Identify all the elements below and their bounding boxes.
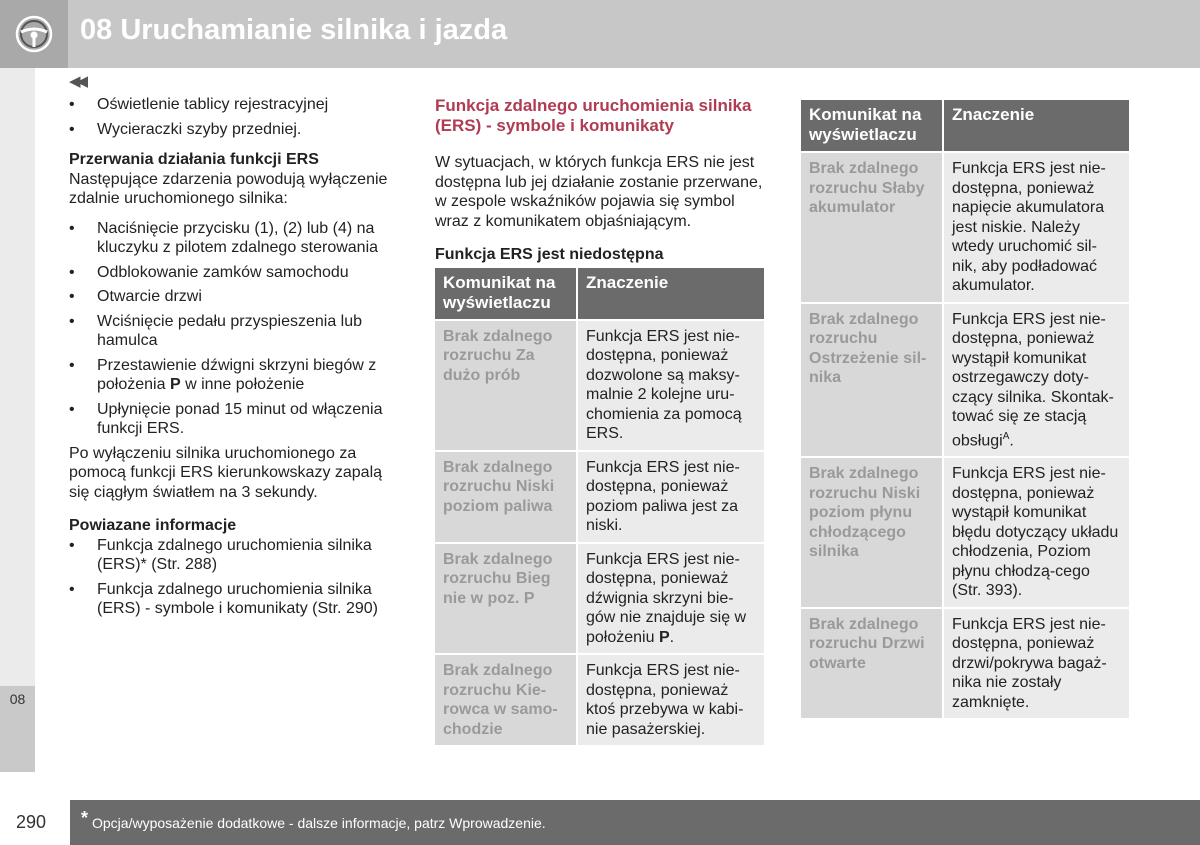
list-item: • Upłynięcie ponad 15 minut od włączenia funkcji ERS. [69,400,399,439]
section-intro: W sytuacjach, w których funkcja ERS nie jest dostępna lub jej działanie zostanie przerwane, w zespole wskaźników pojawia się symbol wraz z komunikatem objaśniającym. [435,154,763,230]
related-link[interactable]: • Funkcja zdalnego uruchomienia silnika (ERS)* (Str. 288) [69,536,399,575]
interrupt-heading: Przerwania działania funkcji ERS [69,151,319,168]
table-row [435,544,764,654]
meaning-cell [578,544,764,654]
page-number: 290 [16,812,47,832]
table-header-row [801,100,1129,151]
list-item: • Naciśnięcie przycisku (1), (2) lub (4) na kluczyku z pilotem zdalnego sterowania [69,219,399,258]
list-item [69,356,399,395]
chapter-icon-box [0,0,68,68]
chapter-side-tab [0,0,35,845]
table-row [435,655,764,745]
table-row [801,304,1129,457]
column-header-message: Komunikat na wyświetlaczu [435,268,576,319]
list-item: • Wycieraczki szyby przedniej. [69,120,399,140]
meaning-cell [944,304,1129,457]
message-cell: Brak zdalnego rozruchu Niski poziom paliwa [435,452,576,542]
table-row [801,153,1129,302]
footer-note: Opcja/wyposażenie dodatkowe - dalsze informacje, patrz Wprowadzenie. [92,815,546,831]
message-cell: Brak zdalnego rozruchu Za dużo prób [435,321,576,450]
ers-messages-table-continued [799,98,1131,720]
meaning-text: Funkcja ERS jest nie-dostępna, ponieważ wystąpił komunikat ostrzegawczy doty-czący silnika. Skontak-tować się ze stacją obsługi [952,310,1114,449]
table-heading: Funkcja ERS jest niedostępna [435,246,664,263]
footnote-star: * [81,808,89,828]
side-tab-label: 08 [9,691,26,707]
section-title: Funkcja zdalnego uruchomienia silnika (ERS) - symbole i komunikaty [435,96,752,135]
message-cell: Brak zdalnego rozruchu Bieg nie w poz. P [435,544,576,654]
gear-text: Przestawienie dźwigni skrzyni biegów z położenia [97,356,377,393]
middle-column [435,96,770,747]
table-header-row [435,268,764,319]
footnote-marker: A [1002,430,1010,442]
meaning-cell: Funkcja ERS jest nie-dostępna, ponieważ wystąpił komunikat błędu dotyczący układu chłodzenia, Poziom płynu chłodzą-cego (Str. 393). [944,458,1129,607]
message-cell: Brak zdalnego rozruchu Ostrzeżenie sil-nika [801,304,942,457]
list-item: • Oświetlenie tablicy rejestracyjnej [69,95,399,115]
side-tab-background [0,68,35,686]
list-item: • Wciśnięcie pedału przyspieszenia lub hamulca [69,312,399,351]
double-chevron-left-icon[interactable]: ◀◀ [69,73,85,90]
meaning-cell: Funkcja ERS jest nie-dostępna, ponieważ napięcie akumulatora jest niskie. Należy wtedy uruchomić sil-nik, aby podładować akumulator. [944,153,1129,302]
message-cell: Brak zdalnego rozruchu Niski poziom płynu chłodzącego silnika [801,458,942,607]
related-heading: Powiazane informacje [69,517,237,534]
message-cell: Brak zdalnego rozruchu Drzwi otwarte [801,609,942,719]
after-text: Po wyłączeniu silnika uruchomionego za pomocą funkcji ERS kierunkowskazy zapalą się ciągłym światłem na 3 sekundy. [69,444,383,501]
table-row [801,609,1129,719]
list-item: • Otwarcie drzwi [69,287,399,307]
meaning-text-after: . [669,628,675,646]
meaning-cell: Funkcja ERS jest nie-dostępna, ponieważ poziom paliwa jest za niski. [578,452,764,542]
meaning-cell: Funkcja ERS jest nie-dostępna, ponieważ drzwi/pokrywa bagaż-nika nie zostały zamknięte. [944,609,1129,719]
interrupt-list [69,219,399,439]
steering-wheel-icon [14,14,54,54]
meaning-cell: Funkcja ERS jest nie-dostępna, ponieważ dozwolone są maksy-malnie 2 kolejne uru-chomienia za pomocą ERS. [578,321,764,450]
column-header-meaning: Znaczenie [578,268,764,319]
table-row [801,458,1129,607]
related-link[interactable]: • Funkcja zdalnego uruchomienia silnika (ERS) - symbole i komunikaty (Str. 290) [69,580,399,619]
message-cell: Brak zdalnego rozruchu Słaby akumulator [801,153,942,302]
gear-text-after: w inne położenie [180,376,305,393]
meaning-text: Funkcja ERS jest nie-dostępna, ponieważ dźwignia skrzyni bie-gów nie znajduje się w położeniu [586,550,747,646]
continued-list [69,95,399,139]
gear-position-p: P [658,628,670,646]
interrupt-intro: Następujące zdarzenia powodują wyłączenie zdalnie uruchomionego silnika: [69,170,388,207]
column-header-meaning: Znaczenie [944,100,1129,151]
meaning-cell: Funkcja ERS jest nie-dostępna, ponieważ ktoś przebywa w kabi-nie pasażerskiej. [578,655,764,745]
ers-messages-table [433,266,766,748]
left-column [69,95,399,624]
meaning-text-after: . [1009,431,1014,449]
page-header [0,0,1200,68]
column-header-message: Komunikat na wyświetlaczu [801,100,942,151]
right-column [801,98,1131,720]
related-links [69,536,399,619]
table-row [435,452,764,542]
table-row [435,321,764,450]
list-item: • Odblokowanie zamków samochodu [69,263,399,283]
message-cell: Brak zdalnego rozruchu Kie-rowca w samo-chodzie [435,655,576,745]
page-title: 08 Uruchamianie silnika i jazda [80,14,508,46]
gear-position-p: P [169,376,181,393]
page-footer [70,800,1200,845]
